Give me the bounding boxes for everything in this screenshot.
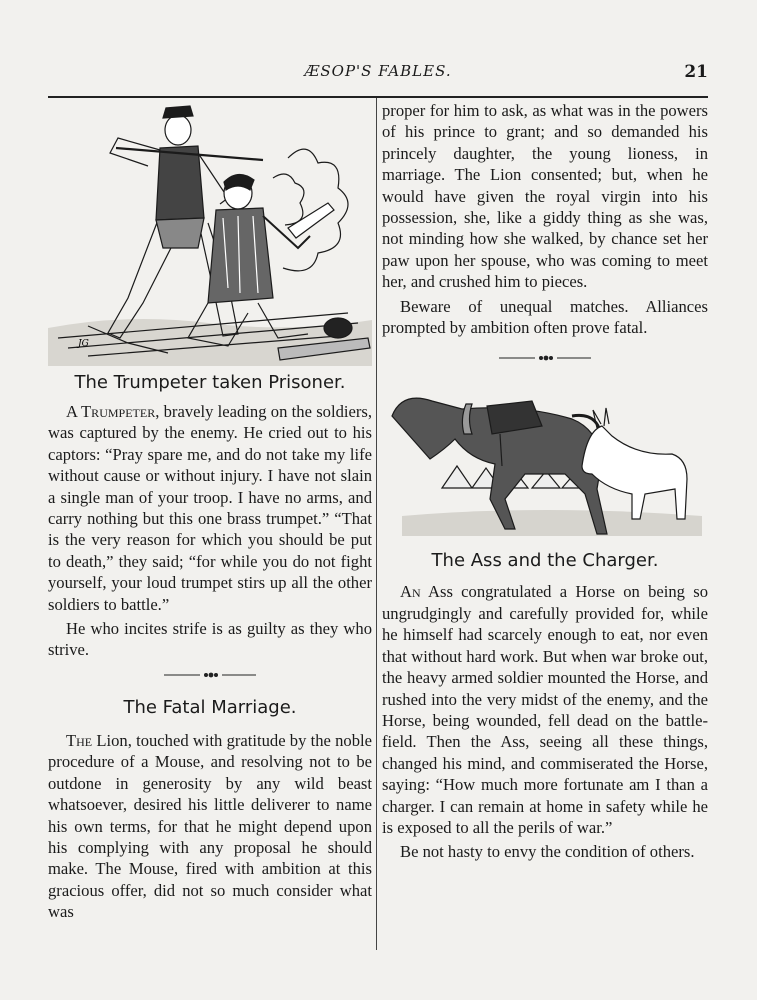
- moral-fatal-marriage: Beware of unequal matches. Alliances prompted by ambition often prove fatal.: [382, 296, 708, 338]
- right-column: [382, 100, 708, 863]
- page-header: [48, 62, 708, 86]
- section-ornament: [382, 352, 708, 370]
- lead-word-ass-charger: An: [400, 582, 421, 602]
- fable-text-ass-charger: Ass congratulated a Horse on being so ungrudgingly and carefully provided for, while he himself had scarcely enough to eat, nor even that without hard work. But when war broke out, the heavy armed soldier mounted the Horse, and rushed into the very midst of the enemy, and the Horse, being wounded, fell dead on the battle-field. Then the Ass, seeing all these things, changed his mind, and commiserated the Horse, saying: “How much more fortunate am I than a charger. I can remain at home in safety while he is exposed to all the perils of war.”: [382, 582, 708, 837]
- page-number: 21: [684, 62, 708, 82]
- trumpeter-illustration: [48, 98, 372, 366]
- fable-body-trumpeter: [48, 401, 372, 615]
- left-column: [48, 98, 372, 923]
- ass-and-charger-illustration: [382, 376, 708, 544]
- fable-text-trumpeter: bravely leading on the soldiers, was captured by the enemy. He cried out to his captors: “Pray spare me, and do not take my life without cause or without injury. I have not slain a single man of your troop. I have no arms, and carry nothing but this one brass trumpet.” “That is the very reason for which you should be put to death,” they said; “for while you do not fight yourself, your loud trumpet stirs up all the other soldiers to battle.”: [48, 402, 372, 614]
- running-title: ÆSOP'S FABLES.: [304, 62, 452, 80]
- illustrator-signature: JG: [78, 339, 89, 349]
- column-divider: [376, 98, 377, 950]
- fable-body-fatal-marriage-left: [48, 730, 372, 923]
- fable-title-ass-charger: The Ass and the Charger.: [431, 550, 659, 572]
- moral-trumpeter: He who incites strife is as guilty as they who strive.: [48, 619, 372, 660]
- fable-body-ass-charger: [382, 581, 708, 838]
- fable-text-fatal-marriage-left: Lion, touched with gratitude by the noble procedure of a Mouse, and resolving not to be outdone in generosity by any wild beast whatsoever, desired his little deliverer to name his own terms, for that he might depend upon his complying with any proposal he should make. The Mouse, fired with ambition at this gracious offer, did not so much consider what was: [48, 730, 372, 922]
- lead-word-trumpeter: A Trumpeter,: [66, 402, 160, 421]
- moral-ass-charger: Be not hasty to envy the condition of others.: [400, 842, 695, 862]
- lead-word-fatal-marriage: The: [66, 730, 93, 750]
- section-ornament: [48, 669, 372, 687]
- fable-title-fatal-marriage: The Fatal Marriage.: [123, 696, 297, 718]
- fable-title-trumpeter: The Trumpeter taken Prisoner.: [74, 372, 346, 393]
- fable-body-fatal-marriage-right: proper for him to ask, as what was in the powers of his prince to grant; and so demanded his princely daughter, the young lioness, in marriage. The Lion consented; but, when he would have given the royal virgin into his possession, she, like a giddy thing as she was, not minding how she walked, by chance set her paw upon her spouse, who was coming to meet her, and crushed him to pieces.: [382, 101, 708, 292]
